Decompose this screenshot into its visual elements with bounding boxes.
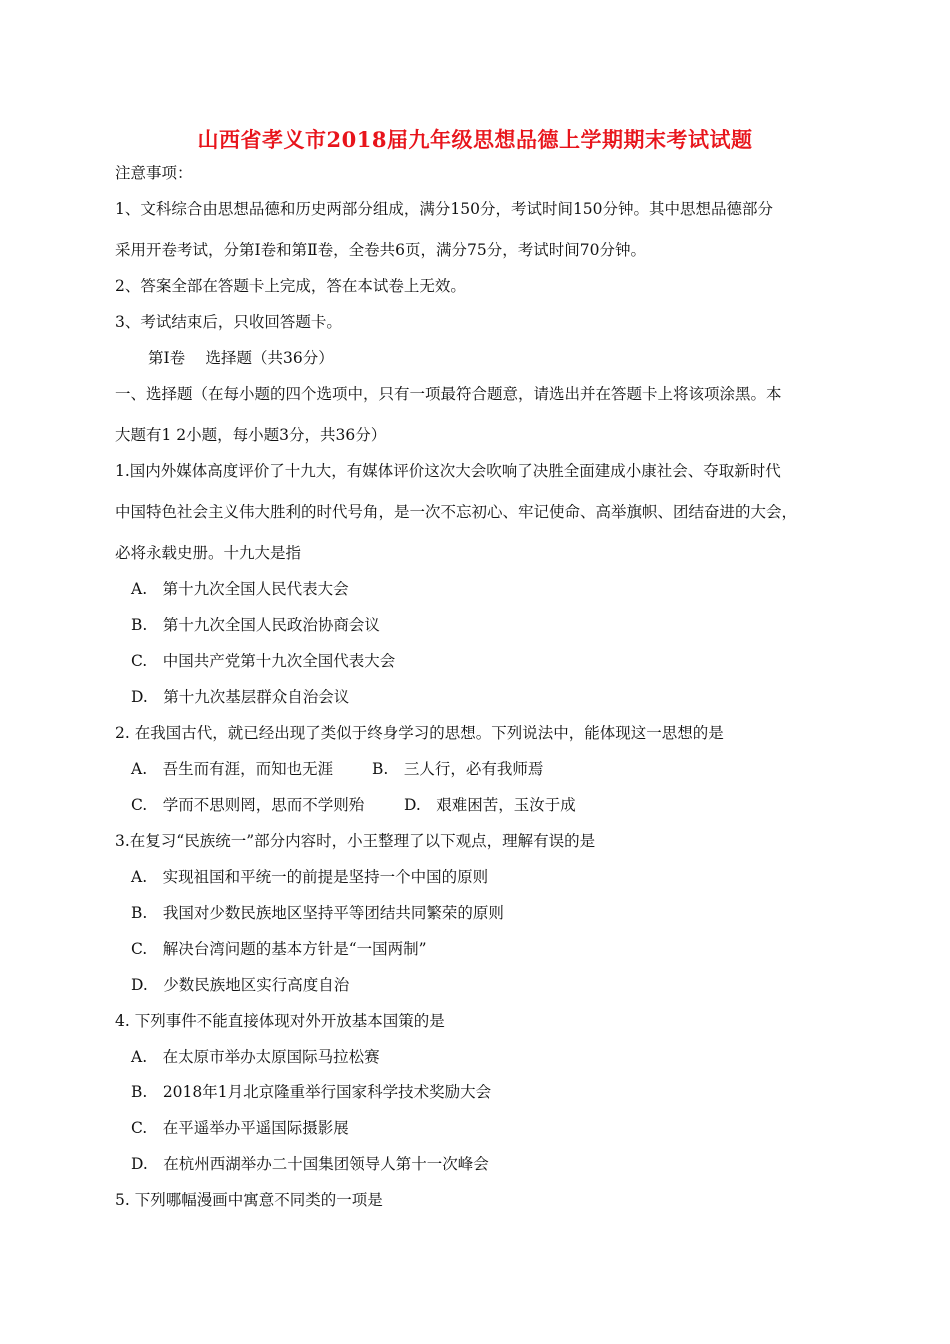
q3-option-d: D. 少数民族地区实行高度自治	[131, 976, 350, 994]
q4-stem: 4. 下列事件不能直接体现对外开放基本国策的是	[115, 1012, 445, 1030]
q3-option-b: B. 我国对少数民族地区坚持平等团结共同繁荣的原则	[131, 904, 504, 922]
q4-option-a: A. 在太原市举办太原国际马拉松赛	[131, 1048, 380, 1066]
notice-heading: 注意事项：	[115, 164, 193, 182]
part-instruction-a: 一、选择题（在每小题的四个选项中，只有一项最符合题意，请选出并在答题卡上将该项涂黑。本	[115, 385, 782, 403]
q5-stem: 5. 下列哪幅漫画中寓意不同类的一项是	[115, 1191, 383, 1209]
q2-option-a: A. 吾生而有涯，而知也无涯	[131, 760, 334, 778]
q4-option-b: B. 2018年1月北京隆重举行国家科学技术奖励大会	[131, 1083, 492, 1101]
part-instruction-b: 大题有1 2小题，每小题3分，共36分）	[115, 426, 387, 444]
q4-option-d: D. 在杭州西湖举办二十国集团领导人第十一次峰会	[131, 1155, 489, 1173]
q2-option-b: B. 三人行，必有我师焉	[372, 760, 544, 778]
q4-option-c: C. 在平遥举办平遥国际摄影展	[131, 1119, 349, 1137]
notice-item-1a: 1、文科综合由思想品德和历史两部分组成，满分150分，考试时间150分钟。其中思想品德部分	[115, 200, 774, 218]
q2-option-c: C. 学而不思则罔，思而不学则殆	[131, 796, 365, 814]
notice-item-2: 2、答案全部在答题卡上完成，答在本试卷上无效。	[115, 277, 466, 295]
q3-option-a: A. 实现祖国和平统一的前提是坚持一个中国的原则	[131, 868, 489, 886]
section-heading: 第Ⅰ卷 选择题（共36分）	[148, 349, 334, 367]
exam-title: 山西省孝义市2018届九年级思想品德上学期期末考试试题	[197, 127, 753, 152]
notice-item-3: 3、考试结束后，只收回答题卡。	[115, 313, 342, 331]
q3-stem: 3.在复习“民族统一”部分内容时，小王整理了以下观点，理解有误的是	[115, 832, 596, 850]
q2-stem: 2. 在我国古代，就已经出现了类似于终身学习的思想。下列说法中，能体现这一思想的是	[115, 724, 724, 742]
q1-stem-a: 1.国内外媒体高度评价了十九大，有媒体评价这次大会吹响了决胜全面建成小康社会、夺取新时代	[115, 462, 781, 480]
q1-option-a: A. 第十九次全国人民代表大会	[131, 580, 349, 598]
q1-option-c: C. 中国共产党第十九次全国代表大会	[131, 652, 396, 670]
q1-option-d: D. 第十九次基层群众自治会议	[131, 688, 350, 706]
q1-stem-b: 中国特色社会主义伟大胜利的时代号角，是一次不忘初心、牢记使命、高举旗帜、团结奋进的大会，	[115, 503, 798, 521]
q3-option-c: C. 解决台湾问题的基本方针是“一国两制”	[131, 940, 427, 958]
q2-option-d: D. 艰难困苦，玉汝于成	[404, 796, 576, 814]
q1-option-b: B. 第十九次全国人民政治协商会议	[131, 616, 380, 634]
q1-stem-c: 必将永载史册。十九大是指	[115, 544, 302, 562]
notice-item-1b: 采用开卷考试，分第Ⅰ卷和第Ⅱ卷，全卷共6页，满分75分，考试时间70分钟。	[115, 241, 646, 259]
